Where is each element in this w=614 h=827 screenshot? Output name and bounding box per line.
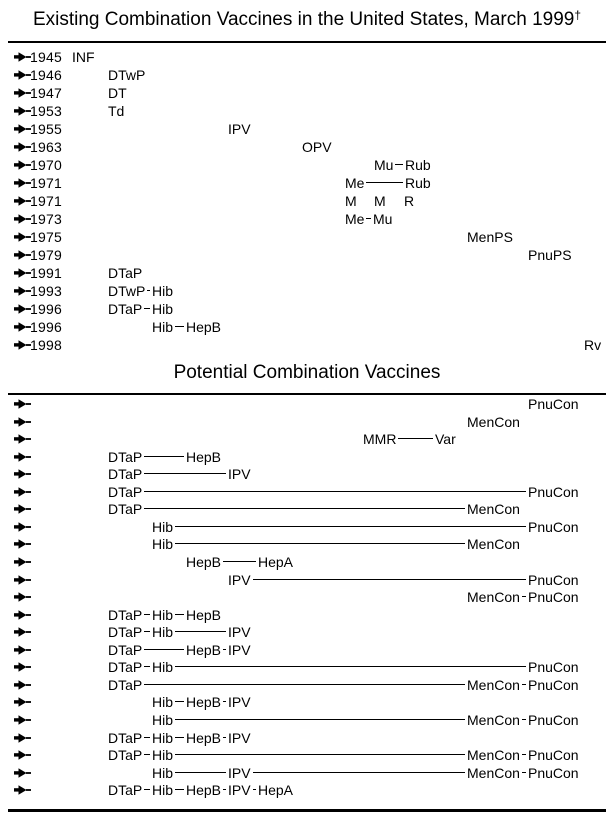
connector-line — [144, 754, 150, 755]
vaccine-label: Hib — [152, 711, 174, 728]
vaccine-label: MenCon — [467, 536, 520, 553]
timeline-row — [0, 678, 614, 692]
vaccine-label: DTaP — [108, 624, 143, 641]
connector-line — [175, 631, 226, 632]
arrow-icon — [14, 697, 31, 707]
vaccine-label: Me — [345, 175, 365, 191]
vaccine-label: Rub — [405, 157, 431, 173]
arrow-icon — [14, 417, 31, 427]
vaccine-label: DTaP — [108, 641, 143, 658]
vaccine-label: HepA — [258, 782, 294, 799]
vaccine-label: Hib — [152, 319, 174, 335]
arrow-icon — [14, 522, 31, 532]
vaccine-label: Hib — [152, 624, 174, 641]
vaccine-label: MenCon — [467, 764, 520, 781]
year-label: 1998 — [30, 337, 62, 353]
vaccine-label: IPV — [228, 624, 251, 641]
connector-line — [175, 666, 526, 667]
vaccine-label: Hib — [152, 694, 174, 711]
vaccine-label: HepA — [258, 554, 294, 570]
vaccine-label: DTaP — [108, 265, 143, 281]
connector-line — [522, 684, 526, 685]
connector-line — [223, 789, 226, 790]
connector-line — [175, 614, 184, 615]
vaccine-label: PnuCon — [528, 518, 579, 535]
timeline-row — [0, 625, 614, 639]
connector-line — [144, 789, 150, 790]
timeline-row — [0, 555, 614, 569]
connector-line — [144, 631, 150, 632]
year-label: 1947 — [30, 85, 62, 101]
vaccine-label: HepB — [186, 694, 222, 711]
arrow-icon — [14, 662, 31, 672]
year-label: 1953 — [30, 103, 62, 119]
vaccine-label: IPV — [228, 121, 251, 137]
arrow-icon — [14, 680, 31, 690]
connector-line — [522, 596, 526, 597]
arrow-icon — [14, 610, 31, 620]
connector-line — [175, 789, 184, 790]
vaccine-label: HepB — [186, 606, 222, 623]
connector-line — [223, 701, 226, 702]
timeline-row — [0, 660, 614, 674]
vaccine-label: HepB — [186, 319, 222, 335]
vaccine-label: Me — [345, 211, 365, 227]
year-label: 1971 — [30, 175, 62, 191]
vaccine-label: Hib — [152, 301, 174, 317]
year-label: 1973 — [30, 211, 62, 227]
vaccine-label: HepB — [186, 554, 222, 570]
arrow-icon — [14, 487, 31, 497]
timeline-row — [0, 432, 614, 446]
vaccine-label: PnuCon — [528, 747, 579, 763]
arrow-icon — [14, 733, 31, 743]
timeline-row — [0, 748, 614, 762]
vaccine-label: HepB — [186, 729, 222, 746]
vaccine-label: Hib — [152, 782, 174, 799]
connector-line — [175, 526, 526, 527]
arrow-icon — [14, 452, 31, 462]
arrow-icon — [14, 557, 31, 567]
arrow-icon — [14, 539, 31, 549]
vaccine-label: DTaP — [108, 606, 143, 623]
year-label: 1996 — [30, 301, 62, 317]
connector-line — [175, 719, 465, 720]
timeline-row — [0, 397, 614, 411]
vaccine-label: Mu — [374, 157, 394, 173]
vaccine-label: IPV — [228, 641, 251, 658]
connector-line — [522, 754, 526, 755]
vaccine-label: Hib — [152, 536, 174, 553]
vaccine-label: Hib — [152, 729, 174, 746]
vaccine-label: Hib — [152, 659, 174, 676]
vaccine-label: M — [345, 193, 357, 209]
connector-line — [522, 772, 526, 773]
timeline-row — [0, 643, 614, 657]
vaccine-label: DTwP — [108, 67, 146, 83]
connector-line — [223, 649, 226, 650]
year-label: 1993 — [30, 283, 62, 299]
vaccine-label: MenCon — [467, 747, 520, 763]
vaccine-label: Rub — [405, 175, 431, 191]
vaccine-label: MenCon — [467, 501, 520, 518]
arrow-icon — [14, 715, 31, 725]
vaccine-label: Hib — [152, 747, 174, 763]
connector-line — [398, 438, 433, 439]
vaccine-label: Hib — [152, 518, 174, 535]
vaccine-label: M — [374, 193, 386, 209]
vaccine-label: MenCon — [467, 676, 520, 693]
connector-line — [144, 491, 526, 492]
vaccine-label: DTaP — [108, 729, 143, 746]
connector-line — [144, 473, 226, 474]
vaccine-label: Var — [435, 431, 456, 448]
year-label: 1979 — [30, 247, 62, 263]
vaccine-label: HepB — [186, 782, 222, 799]
vaccine-label: MenPS — [467, 229, 513, 245]
vaccine-label: PnuCon — [528, 589, 579, 605]
connector-line — [144, 614, 150, 615]
timeline-row — [0, 485, 614, 499]
year-label: 1946 — [30, 67, 62, 83]
vaccine-label: Mu — [373, 211, 393, 227]
connector-line — [522, 719, 526, 720]
arrow-icon — [14, 399, 31, 409]
arrow-icon — [14, 627, 31, 637]
vaccine-label: DTaP — [108, 659, 143, 676]
vaccine-label: DTaP — [108, 466, 143, 483]
vaccine-label: PnuCon — [528, 396, 579, 412]
connector-line — [253, 579, 526, 580]
timeline-row — [0, 695, 614, 709]
timeline-row — [0, 731, 614, 745]
connector-line — [144, 684, 465, 685]
vaccine-label: PnuCon — [528, 659, 579, 676]
vaccine-label: DT — [108, 85, 127, 101]
connector-line — [144, 456, 184, 457]
vaccine-label: IPV — [228, 782, 251, 799]
timeline-row — [0, 415, 614, 429]
arrow-icon — [14, 768, 31, 778]
year-label: 1963 — [30, 139, 62, 155]
arrow-icon — [14, 785, 31, 795]
connector-line — [144, 508, 465, 509]
vaccine-label: IPV — [228, 694, 251, 711]
vaccine-label: PnuCon — [528, 571, 579, 588]
vaccine-label: PnuCon — [528, 483, 579, 500]
dagger-footnote-marker: † — [574, 8, 582, 22]
bottom-rule — [8, 809, 606, 812]
vaccine-label: MMR — [363, 431, 397, 448]
year-label: 1996 — [30, 319, 62, 335]
connector-line — [223, 737, 226, 738]
year-label: 1975 — [30, 229, 62, 245]
year-label: 1971 — [30, 193, 62, 209]
timeline-row — [0, 537, 614, 551]
vaccine-label: PnuPS — [528, 247, 572, 263]
vaccine-label: DTaP — [108, 676, 143, 693]
vaccine-label: PnuCon — [528, 764, 579, 781]
connector-line — [144, 737, 150, 738]
year-label: 1970 — [30, 157, 62, 173]
figure-title-text: Existing Combination Vaccines in the United States, March 1999 — [32, 9, 575, 30]
vaccine-label: MenCon — [467, 711, 520, 728]
connector-line — [175, 701, 184, 702]
vaccine-label: IPV — [228, 466, 251, 483]
connector-line — [144, 649, 184, 650]
year-label: 1945 — [30, 49, 62, 65]
vaccine-label: DTaP — [108, 501, 143, 518]
arrow-icon — [14, 504, 31, 514]
year-label: 1991 — [30, 265, 62, 281]
vaccine-label: Hib — [152, 606, 174, 623]
vaccine-label: DTaP — [108, 483, 143, 500]
vaccine-label: Td — [108, 103, 125, 119]
vaccine-label: IPV — [228, 764, 251, 781]
vaccine-label: Hib — [152, 283, 174, 299]
arrow-icon — [14, 469, 31, 479]
arrow-icon — [14, 592, 31, 602]
vaccine-label: OPV — [302, 139, 332, 155]
timeline-row — [0, 502, 614, 516]
timeline-row — [0, 766, 614, 780]
connector-line — [253, 772, 465, 773]
connector-line — [175, 543, 465, 544]
vaccine-label: Rv — [584, 337, 602, 353]
vaccine-label: PnuCon — [528, 676, 579, 693]
timeline-row — [0, 590, 614, 604]
year-label: 1955 — [30, 121, 62, 137]
vaccine-label: DTaP — [108, 301, 143, 317]
timeline-row — [0, 783, 614, 797]
potential-section-title: Potential Combination Vaccines — [173, 362, 441, 383]
vaccine-label: DTaP — [108, 448, 143, 465]
connector-line — [175, 737, 184, 738]
timeline-row — [0, 467, 614, 481]
vaccine-label: IPV — [228, 729, 251, 746]
connector-line — [175, 772, 226, 773]
vaccine-label: HepB — [186, 448, 222, 465]
timeline-row — [0, 450, 614, 464]
timeline-row — [0, 573, 614, 587]
vaccine-label: HepB — [186, 641, 222, 658]
vaccine-label: INF — [72, 49, 95, 65]
connector-line — [223, 561, 256, 562]
arrow-icon — [14, 645, 31, 655]
vaccine-label: DTaP — [108, 782, 143, 799]
vaccine-label: R — [404, 193, 415, 209]
vaccine-label: MenCon — [467, 413, 520, 430]
timeline-row — [0, 608, 614, 622]
vaccine-label: Hib — [152, 764, 174, 781]
arrow-icon — [14, 575, 31, 585]
arrow-icon — [14, 750, 31, 760]
connector-line — [144, 666, 150, 667]
vaccine-label: IPV — [228, 571, 251, 588]
arrow-icon — [14, 434, 31, 444]
connector-line — [175, 754, 465, 755]
vaccine-label: PnuCon — [528, 711, 579, 728]
timeline-row — [0, 713, 614, 727]
vaccine-label: DTwP — [108, 283, 146, 299]
connector-line — [253, 789, 256, 790]
timeline-row — [0, 520, 614, 534]
vaccine-label: DTaP — [108, 747, 143, 763]
vaccine-label: MenCon — [467, 589, 520, 605]
